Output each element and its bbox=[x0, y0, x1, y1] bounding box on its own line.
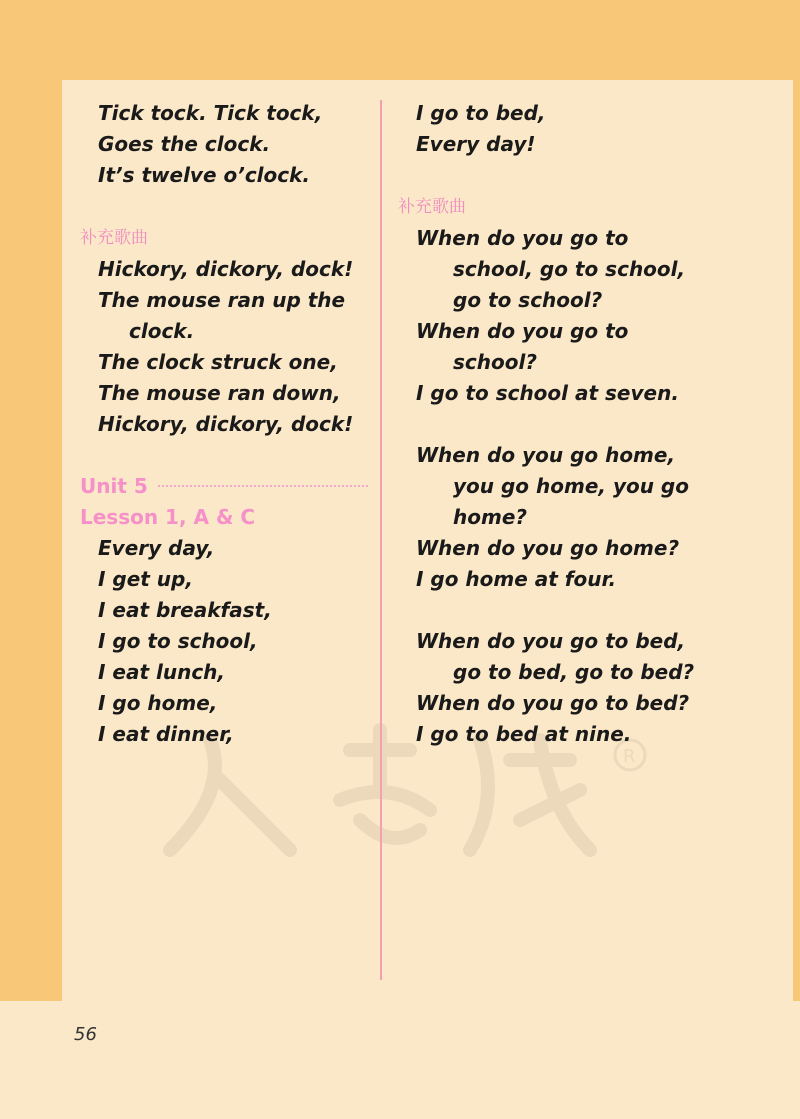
right-song3-line-2: go to bed, go to bed? bbox=[453, 660, 695, 684]
right-song1-line-2: school, go to school, bbox=[453, 257, 686, 281]
left-stanza2-line-6: Hickory, dickory, dock! bbox=[98, 412, 354, 436]
right-stanza1-line-2: Every day! bbox=[416, 132, 536, 156]
right-song2-line-4: When do you go home? bbox=[416, 536, 680, 560]
right-supplement-label: 补充歌曲 bbox=[398, 197, 466, 217]
right-song3-line-1: When do you go to bed, bbox=[416, 629, 686, 653]
right-stanza1-line-1: I go to bed, bbox=[416, 101, 546, 125]
left-stanza1-line-1: Tick tock. Tick tock, bbox=[98, 101, 323, 125]
right-song2-line-5: I go home at four. bbox=[416, 567, 617, 591]
left-stanza1-line-2: Goes the clock. bbox=[98, 132, 271, 156]
page-number: 56 bbox=[74, 1024, 97, 1045]
right-song2-line-2: you go home, you go bbox=[453, 474, 689, 498]
svg-text:R: R bbox=[623, 746, 636, 767]
unit-title-dotted-rule bbox=[158, 485, 368, 487]
column-divider bbox=[380, 100, 382, 980]
right-song3-line-3: When do you go to bed? bbox=[416, 691, 690, 715]
right-color-band bbox=[793, 0, 800, 1001]
left-stanza3-line-7: I eat dinner, bbox=[98, 722, 234, 746]
left-stanza3-line-3: I eat breakfast, bbox=[98, 598, 272, 622]
left-stanza3-line-5: I eat lunch, bbox=[98, 660, 226, 684]
right-song2-line-3: home? bbox=[453, 505, 527, 529]
right-song1-line-6: I go to school at seven. bbox=[416, 381, 679, 405]
right-song1-line-5: school? bbox=[453, 350, 537, 374]
left-stanza1-line-3: It’s twelve o’clock. bbox=[98, 163, 311, 187]
right-song2-line-1: When do you go home, bbox=[416, 443, 676, 467]
left-stanza2-line-5: The mouse ran down, bbox=[98, 381, 341, 405]
right-song1-line-3: go to school? bbox=[453, 288, 603, 312]
left-stanza2-line-4: The clock struck one, bbox=[98, 350, 338, 374]
left-supplement-label: 补充歌曲 bbox=[80, 228, 148, 248]
right-song1-line-1: When do you go to bbox=[416, 226, 629, 250]
right-song1-line-4: When do you go to bbox=[416, 319, 629, 343]
left-stanza3-line-6: I go home, bbox=[98, 691, 218, 715]
left-stanza3-line-2: I get up, bbox=[98, 567, 193, 591]
left-stanza3-line-4: I go to school, bbox=[98, 629, 258, 653]
top-color-band bbox=[0, 0, 800, 80]
lesson-title: Lesson 1, A & C bbox=[80, 505, 256, 529]
left-color-band bbox=[0, 80, 62, 1001]
right-song3-line-4: I go to bed at nine. bbox=[416, 722, 632, 746]
left-stanza3-line-1: Every day, bbox=[98, 536, 215, 560]
left-stanza2-line-1: Hickory, dickory, dock! bbox=[98, 257, 354, 281]
left-stanza2-line-3: clock. bbox=[129, 319, 195, 343]
bottom-area bbox=[0, 1001, 800, 1119]
left-stanza2-line-2: The mouse ran up the bbox=[98, 288, 346, 312]
unit-title: Unit 5 bbox=[80, 474, 148, 498]
